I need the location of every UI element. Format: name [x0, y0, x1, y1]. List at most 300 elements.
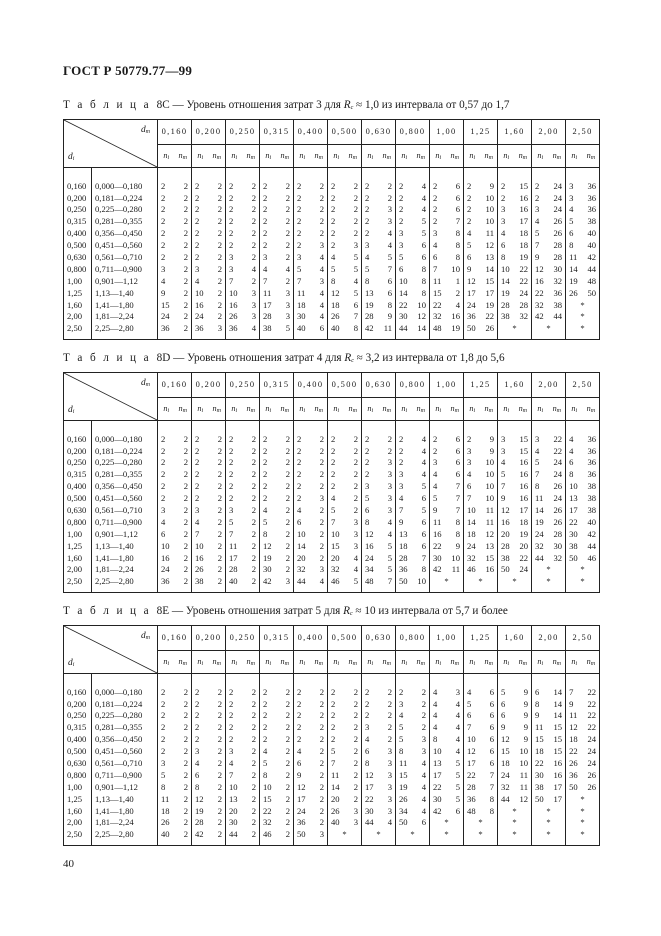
cell-nt: 4 — [277, 263, 294, 275]
column-size-header: 1,25 — [464, 120, 498, 145]
cell-nt: 9 — [379, 311, 396, 323]
cell-nt: 26 — [549, 516, 566, 528]
table-row — [64, 805, 600, 817]
subheader-nt — [413, 398, 430, 421]
row-di-value: 0,400 — [64, 228, 92, 240]
cell-ni: 2 — [161, 216, 166, 227]
subheader-ni — [498, 145, 515, 168]
cell-ni: 2 — [161, 240, 166, 251]
nt-label: $n_т$ — [382, 403, 391, 414]
cell-ni: 42 — [192, 829, 209, 845]
cell-nt: 2 — [311, 552, 328, 564]
header-di-label: $d_i$ — [68, 657, 75, 668]
subheader-ni — [362, 145, 379, 168]
header-dt-label: $d_т$ — [140, 125, 150, 135]
subheader-nt — [345, 145, 362, 168]
cell-nt: 26 — [549, 504, 566, 516]
cell-ni: 3 — [467, 457, 472, 468]
row-range: 1,41—1,80 — [92, 805, 158, 817]
cell-ni: 3 — [501, 216, 506, 227]
ni-label: $n_i$ — [333, 403, 340, 414]
nt-label: $n_т$ — [178, 150, 187, 161]
cell-ni: 2 — [297, 698, 302, 709]
cell-star: * — [566, 817, 600, 829]
subheader-nt — [175, 651, 192, 674]
cell-ni: 2 — [161, 445, 166, 456]
table-row — [64, 757, 600, 769]
cell-ni: 5 — [501, 686, 506, 697]
subheader-nt — [209, 398, 226, 421]
cell-ni: 38 — [535, 781, 544, 792]
cell-nt: 2 — [243, 516, 260, 528]
cell-ni: 19 — [535, 516, 544, 527]
cell-ni: 36 — [158, 323, 175, 339]
cell-nt: 2 — [243, 710, 260, 722]
cell-nt: 4 — [447, 710, 464, 722]
cell-nt: 2 — [311, 457, 328, 469]
cell-nt: 2 — [175, 168, 192, 192]
cell-ni: 20 — [297, 552, 306, 563]
caption-symbol: $R_c$ — [343, 99, 354, 111]
cell-ni: 2 — [161, 192, 166, 203]
caption-prefix: Т а б л и ц а — [63, 352, 151, 364]
cell-nt: 2 — [379, 722, 396, 734]
cell-ni: 3 — [501, 204, 506, 215]
diagonal-header-cell — [64, 120, 158, 168]
cell-nt: 6 — [447, 168, 464, 192]
row-di-value: 0,400 — [64, 481, 92, 493]
cell-nt: 2 — [243, 469, 260, 481]
cell-ni: 19 — [365, 299, 374, 310]
ni-label: $n_i$ — [435, 150, 442, 161]
cell-ni: 9 — [467, 263, 472, 274]
cell-ni: 19 — [263, 552, 272, 563]
row-di-value: 0,630 — [64, 251, 92, 263]
cell-nt: 2 — [345, 698, 362, 710]
cell-star: * — [566, 805, 600, 817]
cell-ni: 24 — [195, 311, 204, 322]
cell-nt: 16 — [515, 192, 532, 204]
cell-nt: 2 — [277, 829, 294, 845]
row-di-value: 0,315 — [64, 216, 92, 228]
table-row — [64, 793, 600, 805]
cell-nt: 16 — [515, 457, 532, 469]
cell-ni: 6 — [297, 516, 302, 527]
cell-nt: 9 — [481, 445, 498, 457]
cell-nt: 26 — [481, 323, 498, 339]
table-row — [64, 323, 600, 339]
cell-nt: 3 — [243, 299, 260, 311]
cell-nt: 2 — [345, 710, 362, 722]
cell-nt: 2 — [209, 481, 226, 493]
cell-star: * — [498, 323, 532, 339]
cell-ni: 4 — [195, 516, 200, 527]
cell-ni: 3 — [569, 192, 574, 203]
cell-nt: 3 — [379, 745, 396, 757]
cell-nt: 44 — [583, 263, 600, 275]
cell-ni: 28 — [365, 311, 374, 322]
cell-nt: 6 — [447, 805, 464, 817]
cell-nt: 2 — [209, 769, 226, 781]
cell-nt: 24 — [549, 168, 566, 192]
cell-ni: 8 — [331, 275, 336, 286]
cell-ni: 11 — [433, 275, 442, 286]
cell-ni: 2 — [297, 180, 302, 191]
cell-ni: 3 — [433, 228, 438, 239]
cell-ni: 10 — [263, 781, 272, 792]
cell-nt: 2 — [243, 216, 260, 228]
cell-nt: 6 — [481, 757, 498, 769]
subheader-nt — [447, 145, 464, 168]
cell-ni: 2 — [263, 722, 268, 733]
cell-nt: 28 — [549, 251, 566, 263]
cell-nt: 7 — [413, 552, 430, 564]
subheader-ni — [294, 145, 311, 168]
cell-ni: 4 — [433, 686, 438, 697]
subheader-nt — [379, 398, 396, 421]
cell-ni: 4 — [263, 504, 268, 515]
row-di-value: 0,315 — [64, 722, 92, 734]
cell-ni: 18 — [161, 805, 170, 816]
row-di-value: 1,00 — [64, 528, 92, 540]
column-size-header: 1,25 — [464, 626, 498, 651]
subheader-nt — [311, 398, 328, 421]
ni-label: $n_i$ — [163, 403, 170, 414]
cell-nt: 3 — [379, 793, 396, 805]
cell-ni: 19 — [399, 781, 408, 792]
cell-ni: 36 — [297, 817, 306, 828]
cell-nt: 24 — [515, 287, 532, 299]
row-range: 0,901—1,12 — [92, 781, 158, 793]
cell-nt: 2 — [345, 793, 362, 805]
cell-ni: 16 — [161, 552, 170, 563]
subheader-ni — [192, 398, 209, 421]
column-size-header: 0,400 — [294, 626, 328, 651]
cell-nt: 4 — [413, 805, 430, 817]
cell-ni: 2 — [365, 710, 370, 721]
cell-nt: 2 — [243, 722, 260, 734]
cell-nt: 15 — [515, 168, 532, 192]
cell-ni: 2 — [331, 228, 336, 239]
cell-nt: 6 — [481, 734, 498, 746]
ni-label: $n_i$ — [367, 656, 374, 667]
row-di-value: 0,630 — [64, 504, 92, 516]
cell-nt: 19 — [515, 528, 532, 540]
cell-star: * — [532, 817, 566, 829]
cell-ni: 30 — [535, 769, 544, 780]
cell-ni: 11 — [569, 710, 578, 721]
row-di-value: 0,250 — [64, 204, 92, 216]
cell-ni: 4 — [297, 504, 302, 515]
cell-ni: 50 — [464, 323, 481, 339]
row-di-value: 0,800 — [64, 769, 92, 781]
caption-id: 8E — [156, 605, 170, 617]
subheader-ni — [192, 651, 209, 674]
cell-ni: 17 — [229, 552, 238, 563]
cell-ni: 4 — [433, 469, 438, 480]
cell-nt: 2 — [175, 204, 192, 216]
table-row — [64, 239, 600, 251]
cell-nt: 40 — [583, 239, 600, 251]
cell-ni: 16 — [195, 299, 204, 310]
cell-nt: 3 — [277, 311, 294, 323]
row-di-value: 0,250 — [64, 710, 92, 722]
cell-ni: 6 — [569, 457, 574, 468]
column-size-header: 1,60 — [498, 120, 532, 145]
cell-ni: 20 — [331, 552, 340, 563]
cell-nt: 2 — [243, 528, 260, 540]
cell-nt: 40 — [583, 516, 600, 528]
cell-ni: 18 — [501, 757, 510, 768]
cell-nt: 2 — [175, 528, 192, 540]
ni-label: $n_i$ — [571, 403, 578, 414]
row-range: 1,13—1,40 — [92, 287, 158, 299]
cell-nt: 2 — [311, 204, 328, 216]
row-range: 0,901—1,12 — [92, 275, 158, 287]
cell-ni: 18 — [399, 540, 408, 551]
cell-ni: 4 — [501, 228, 506, 239]
cell-nt: 4 — [447, 698, 464, 710]
ni-label: $n_i$ — [435, 656, 442, 667]
cell-nt: 2 — [243, 251, 260, 263]
cell-nt: 3 — [345, 817, 362, 829]
cell-nt: 2 — [175, 311, 192, 323]
cell-nt: 2 — [209, 722, 226, 734]
cell-ni: 2 — [195, 433, 200, 444]
cell-ni: 22 — [535, 287, 544, 298]
subheader-ni — [226, 145, 243, 168]
column-size-header: 0,160 — [158, 373, 192, 398]
cell-ni: 3 — [399, 228, 404, 239]
ni-label: $n_i$ — [265, 403, 272, 414]
cell-ni: 10 — [569, 481, 578, 492]
cell-ni: 17 — [297, 793, 306, 804]
cell-nt: 10 — [413, 299, 430, 311]
cell-ni: 4 — [535, 216, 540, 227]
column-size-header: 1,60 — [498, 626, 532, 651]
row-range: 0,901—1,12 — [92, 528, 158, 540]
cell-nt: 17 — [549, 781, 566, 793]
table-row — [64, 299, 600, 311]
column-size-header: 0,400 — [294, 120, 328, 145]
cell-nt: 2 — [379, 168, 396, 192]
table-row — [64, 445, 600, 457]
cell-ni: 38 — [501, 311, 510, 322]
cell-nt: 38 — [583, 216, 600, 228]
cell-ni: 2 — [263, 734, 268, 745]
subheader-ni — [294, 398, 311, 421]
cell-star: * — [362, 829, 396, 845]
cell-ni: 9 — [535, 710, 540, 721]
ni-label: $n_i$ — [537, 403, 544, 414]
subheader-ni — [362, 651, 379, 674]
cell-nt: 4 — [379, 528, 396, 540]
cell-ni: 2 — [161, 469, 166, 480]
cell-ni: 9 — [501, 722, 506, 733]
column-size-header: 0,800 — [396, 626, 430, 651]
cell-nt: 2 — [345, 445, 362, 457]
subheader-nt — [583, 398, 600, 421]
cell-nt: 28 — [515, 299, 532, 311]
cell-ni: 2 — [297, 433, 302, 444]
cell-ni: 2 — [263, 457, 268, 468]
subheader-nt — [345, 398, 362, 421]
cell-ni: 3 — [399, 240, 404, 251]
cell-ni: 10 — [195, 287, 204, 298]
cell-nt: 2 — [209, 492, 226, 504]
cell-nt: 36 — [583, 192, 600, 204]
cell-nt: 14 — [549, 674, 566, 698]
row-di-value: 0,200 — [64, 192, 92, 204]
cell-ni: 5 — [331, 746, 336, 757]
cell-nt: 12 — [515, 793, 532, 805]
cell-nt: 2 — [277, 698, 294, 710]
cell-nt: 15 — [481, 275, 498, 287]
cell-nt: 9 — [515, 674, 532, 698]
table-caption-8c — [63, 99, 510, 111]
cell-nt: 10 — [481, 492, 498, 504]
table-row — [64, 540, 600, 552]
cell-ni: 2 — [297, 710, 302, 721]
cell-ni: 2 — [195, 722, 200, 733]
cell-ni: 13 — [229, 793, 238, 804]
cell-ni: 8 — [365, 516, 370, 527]
cell-nt: 2 — [277, 445, 294, 457]
cell-nt: 3 — [311, 239, 328, 251]
cell-nt: 7 — [379, 576, 396, 592]
cell-nt: 9 — [481, 168, 498, 192]
cell-ni: 2 — [297, 469, 302, 480]
cell-ni: 44 — [365, 817, 374, 828]
row-range: 0,561—0,710 — [92, 504, 158, 516]
cell-ni: 2 — [161, 433, 166, 444]
nt-label: $n_т$ — [348, 403, 357, 414]
ni-label: $n_i$ — [503, 656, 510, 667]
subheader-ni — [566, 398, 583, 421]
cell-ni: 4 — [535, 445, 540, 456]
table-row — [64, 287, 600, 299]
subheader-nt — [481, 651, 498, 674]
cell-ni: 22 — [569, 516, 578, 527]
cell-ni: 38 — [192, 576, 209, 592]
cell-nt: 2 — [209, 228, 226, 240]
cell-ni: 8 — [365, 757, 370, 768]
cell-ni: 26 — [161, 817, 170, 828]
cell-nt: 4 — [447, 722, 464, 734]
nt-label: $n_т$ — [212, 656, 221, 667]
cell-nt: 3 — [379, 805, 396, 817]
cell-ni: 24 — [161, 564, 170, 575]
cell-ni: 2 — [229, 481, 234, 492]
cell-ni: 3 — [263, 251, 268, 262]
cell-nt: 6 — [413, 528, 430, 540]
header-row-sizes — [64, 120, 600, 145]
table-row — [64, 492, 600, 504]
row-range: 1,81—2,24 — [92, 564, 158, 576]
column-size-header: 0,250 — [226, 626, 260, 651]
cell-nt: 3 — [345, 239, 362, 251]
column-size-header: 0,160 — [158, 120, 192, 145]
cell-nt: 2 — [175, 769, 192, 781]
cell-ni: 7 — [535, 240, 540, 251]
cell-ni: 26 — [331, 311, 340, 322]
cell-ni: 2 — [263, 445, 268, 456]
column-size-header: 0,200 — [192, 626, 226, 651]
cell-nt: 4 — [345, 552, 362, 564]
cell-ni: 16 — [501, 516, 510, 527]
cell-nt: 24 — [549, 204, 566, 216]
cell-nt: 16 — [515, 469, 532, 481]
cell-ni: 12 — [331, 287, 340, 298]
cell-nt: 2 — [209, 576, 226, 592]
cell-nt: 10 — [481, 481, 498, 493]
nt-label: $n_т$ — [518, 150, 527, 161]
cell-nt: 15 — [549, 745, 566, 757]
ni-label: $n_i$ — [401, 150, 408, 161]
cell-nt: 5 — [345, 251, 362, 263]
cell-nt: 2 — [447, 287, 464, 299]
column-size-header: 0,250 — [226, 120, 260, 145]
ni-label: $n_i$ — [299, 656, 306, 667]
cell-ni: 2 — [229, 722, 234, 733]
cell-nt: 2 — [209, 192, 226, 204]
cell-nt: 2 — [277, 204, 294, 216]
cell-ni: 11 — [535, 722, 544, 733]
row-range: 1,41—1,80 — [92, 552, 158, 564]
cell-nt: 16 — [515, 492, 532, 504]
cell-ni: 24 — [467, 299, 476, 310]
cell-ni: 5 — [263, 757, 268, 768]
cell-ni: 2 — [161, 698, 166, 709]
cell-nt: 3 — [345, 805, 362, 817]
cell-nt: 22 — [583, 674, 600, 698]
ni-label: $n_i$ — [163, 150, 170, 161]
cell-nt: 14 — [481, 263, 498, 275]
cell-nt: 2 — [345, 469, 362, 481]
cell-star: * — [430, 817, 464, 829]
column-size-header: 0,630 — [362, 120, 396, 145]
cell-nt: 2 — [209, 216, 226, 228]
cell-nt: 7 — [447, 504, 464, 516]
cell-nt: 5 — [413, 504, 430, 516]
table-row — [64, 516, 600, 528]
cell-ni: 5 — [535, 457, 540, 468]
row-range: 0,561—0,710 — [92, 757, 158, 769]
cell-nt: 2 — [243, 552, 260, 564]
cell-ni: 19 — [569, 275, 578, 286]
cell-ni: 2 — [229, 240, 234, 251]
row-di-value: 0,500 — [64, 745, 92, 757]
caption-id: 8C — [156, 99, 170, 111]
cell-nt: 44 — [549, 311, 566, 323]
row-di-value: 1,60 — [64, 552, 92, 564]
cell-nt: 50 — [583, 287, 600, 299]
cell-ni: 7 — [229, 528, 234, 539]
cell-star: * — [498, 805, 532, 817]
cell-ni: 10 — [399, 275, 408, 286]
cell-ni: 9 — [297, 769, 302, 780]
cell-ni: 4 — [161, 275, 166, 286]
cell-ni: 20 — [501, 528, 510, 539]
cell-ni: 9 — [569, 698, 574, 709]
cell-nt: 3 — [311, 492, 328, 504]
cell-nt: 24 — [583, 757, 600, 769]
cell-ni: 44 — [226, 829, 243, 845]
cell-ni: 6 — [501, 710, 506, 721]
caption-id: 8D — [156, 352, 171, 364]
cell-nt: 8 — [481, 805, 498, 817]
row-range: 1,81—2,24 — [92, 817, 158, 829]
